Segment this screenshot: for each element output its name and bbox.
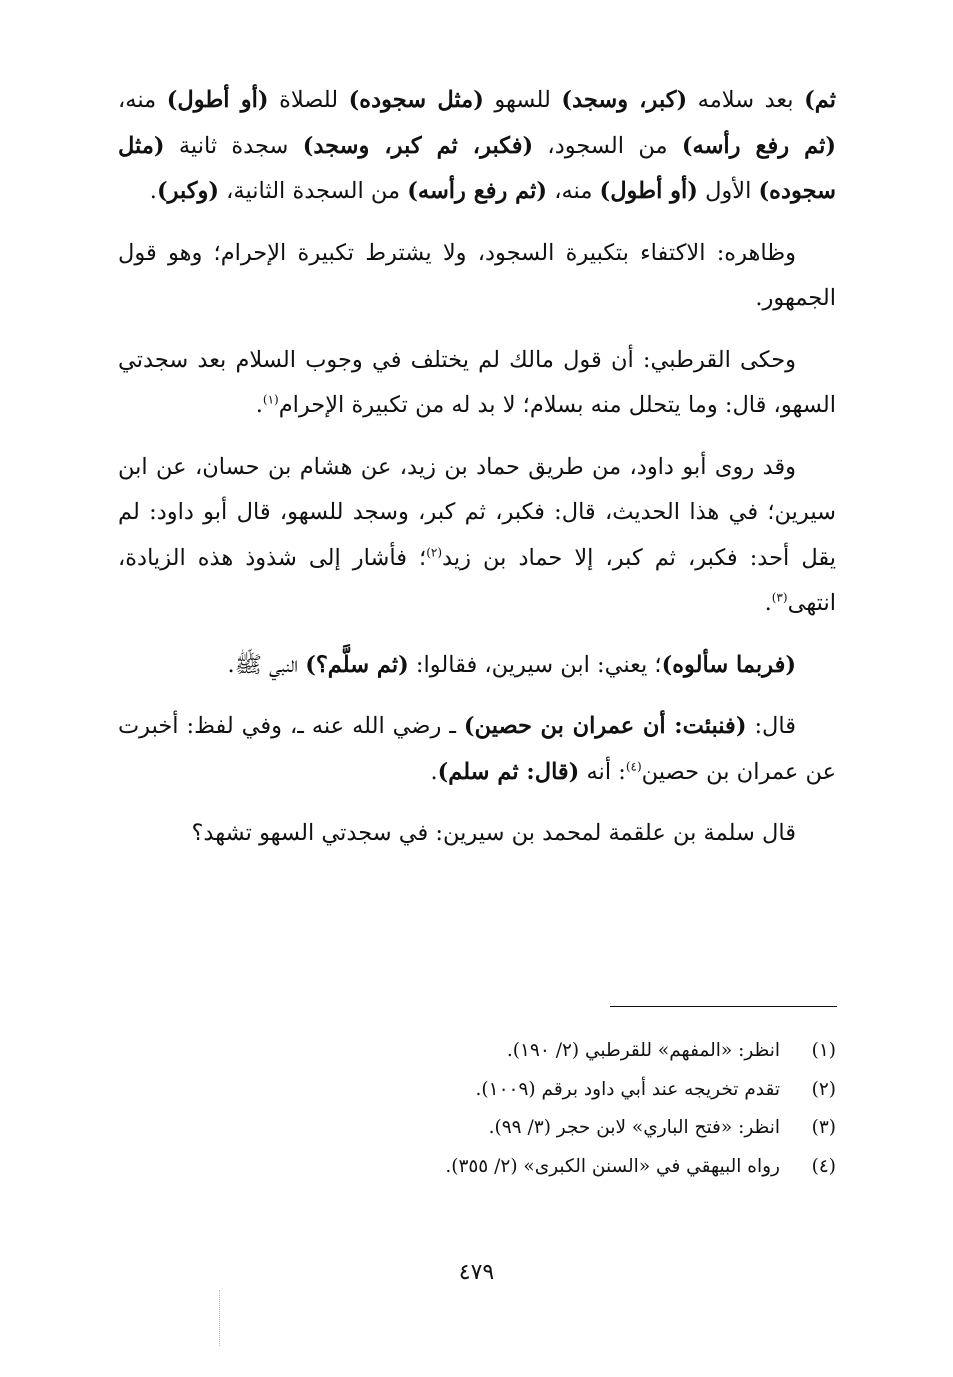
paragraph — [118, 78, 836, 215]
commentary-text: منه، — [118, 87, 167, 113]
footnote-number: (١) — [811, 1040, 836, 1061]
paragraph — [118, 231, 836, 322]
footnote-3 — [118, 1109, 836, 1148]
footnote-2 — [118, 1071, 836, 1110]
commentary-text: ؛ يعني: ابن سيرين، فقالوا: — [408, 651, 662, 678]
commentary-text: . — [430, 758, 438, 785]
paragraph — [118, 811, 836, 857]
quoted-text: (ثم سلَّم؟) — [305, 651, 409, 678]
quoted-text: (أو أطول) — [166, 87, 269, 113]
footnotes — [118, 1032, 836, 1186]
footnote-number: (٢) — [811, 1078, 836, 1100]
footnote-text: تقدم تخريجه عند أبي داود برقم (١٠٠٩). — [475, 1078, 780, 1100]
commentary-text: وحكى القرطبي: أن قول مالك لم يختلف في وجوب السلام بعد سجدتي السهو، قال: وما يتحلل منه بسلام؛ لا بد له من تكبيرة الإحرام — [118, 346, 836, 418]
footnote-ref: (٤) — [625, 759, 642, 773]
commentary-text: قال سلمة بن علقمة لمحمد بن سيرين: في سجدتي السهو تشهد؟ — [191, 820, 796, 846]
commentary-text: منه، — [547, 178, 600, 204]
commentary-text: ؛ فأشار إلى شذوذ هذه الزيادة، انتهى — [118, 544, 836, 616]
commentary-text: بعد سلامه — [687, 87, 805, 113]
commentary-text: من السجود، — [533, 132, 682, 159]
footnote-text: انظر: «فتح الباري» لابن حجر (٣/ ٩٩). — [488, 1117, 780, 1138]
quoted-text: (فنبئت: أن عمران بن حصين) — [463, 713, 747, 739]
commentary-text: للصلاة — [268, 87, 349, 113]
commentary-text: الأول — [697, 178, 759, 204]
footnote-ref: (١) — [262, 392, 279, 407]
quoted-text: (كبر، وسجد) — [561, 87, 688, 113]
paragraph — [118, 445, 836, 627]
commentary-text: : أنه — [579, 758, 626, 785]
paragraph — [118, 704, 836, 795]
commentary-text: وقد روى أبو داود، من طريق حماد بن زيد، عن هشام بن حسان، عن ابن سيرين؛ في هذا الحديث، قال: فكبر، ثم كبر، وسجد للسهو، قال أبو داود: لم يقل أحد: فكبر، ثم كبر، إلا حماد بن زيد — [118, 453, 837, 571]
quoted-text: (أو أطول) — [599, 178, 698, 204]
quoted-text: (ثم رفع رأسه) — [681, 132, 837, 159]
quoted-text: (قال: ثم سلم) — [437, 758, 580, 785]
footnote-text: انظر: «المفهم» للقرطبي (٢/ ١٩٠). — [506, 1040, 780, 1061]
paragraph — [118, 643, 836, 689]
commentary-text: للسهو — [483, 87, 562, 113]
footnote-number: (٤) — [811, 1155, 836, 1177]
footnote-ref: (٣) — [771, 590, 788, 605]
footnote-text: رواه البيهقي في «السنن الكبرى» (٢/ ٣٥٥). — [445, 1155, 780, 1177]
quoted-text: (مثل سجوده) — [348, 87, 484, 113]
commentary-text: من السجدة الثانية، — [219, 178, 408, 204]
footnote-separator — [610, 1006, 837, 1007]
main-text — [118, 78, 836, 873]
page-number: ٤٧٩ — [458, 1260, 495, 1285]
footnote-1 — [118, 1032, 836, 1071]
footnote-number: (٣) — [811, 1117, 836, 1138]
quoted-text: (مثل سجوده) — [118, 132, 836, 204]
commentary-text: النبي ﷺ. — [227, 651, 306, 678]
quoted-text: (فكبر، ثم كبر، وسجد) — [302, 132, 534, 159]
quoted-text: (فربما سألوه) — [661, 651, 796, 678]
commentary-text: وظاهره: الاكتفاء بتكبيرة السجود، ولا يشترط تكبيرة الإحرام؛ وهو قول الجمهور. — [118, 239, 836, 311]
footnote-4 — [118, 1148, 836, 1187]
paragraph — [118, 338, 836, 429]
commentary-text: . — [764, 590, 772, 616]
quoted-text: ثم) — [804, 87, 836, 113]
footnote-ref: (٢) — [426, 545, 443, 559]
commentary-text: سجدة ثانية — [164, 132, 303, 159]
quoted-text: (وكبر) — [156, 178, 220, 204]
scan-edge-mark — [219, 1290, 220, 1346]
commentary-text: قال: — [746, 713, 796, 739]
commentary-text: . — [149, 178, 157, 204]
quoted-text: (ثم رفع رأسه) — [407, 178, 548, 204]
commentary-text: . — [255, 392, 263, 418]
commentary-text: ـ رضي الله عنه ـ، وفي لفظ: أخبرت عن عمران بن حصين — [118, 713, 836, 785]
